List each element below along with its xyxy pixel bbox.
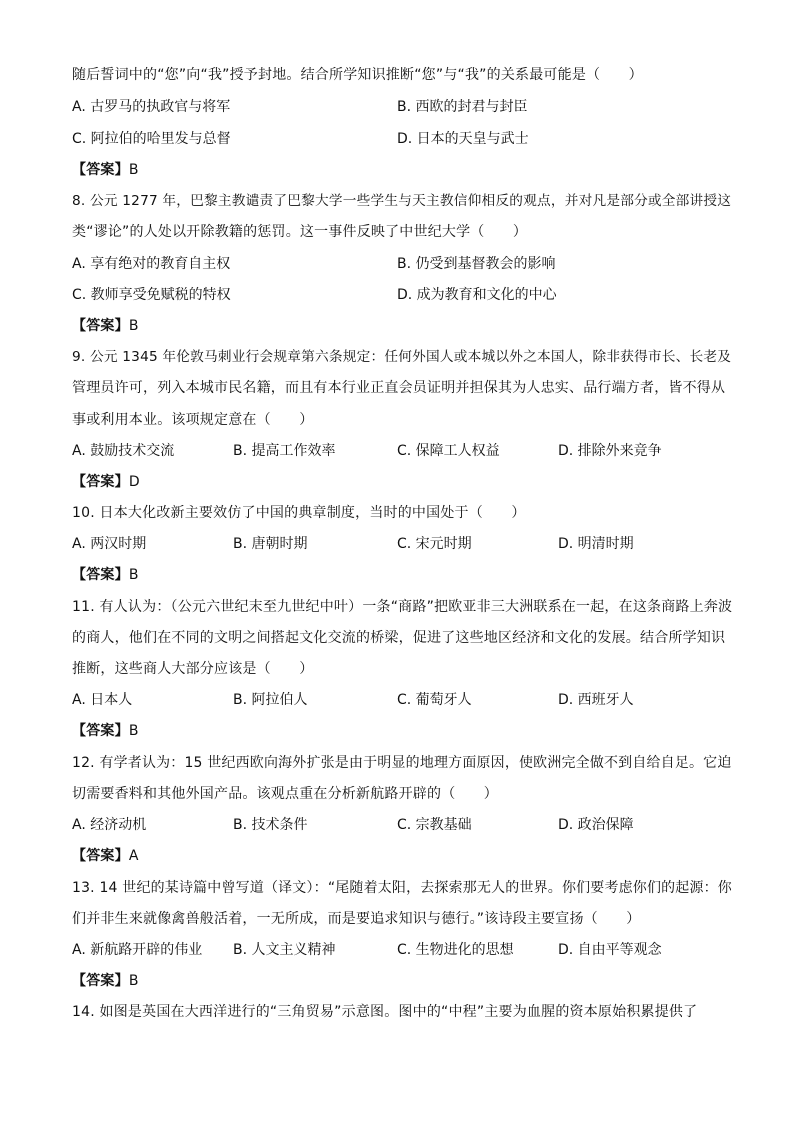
q8-stem-line-2: 类“谬论”的人处以开除教籍的惩罚。这一事件反映了中世纪大学（ ） xyxy=(72,224,528,240)
answer-label: 【答案】 xyxy=(72,162,129,178)
q12-stem-line-2: 切需要香料和其他外国产品。该观点重在分析新航路开辟的（ ） xyxy=(72,786,498,802)
q13-option-b: B. 人文主义精神 xyxy=(233,942,336,958)
q14-stem: 14. 如图是英国在大西洋进行的“三角贸易”示意图。图中的“中程”主要为血腥的资本原始积累提供了 xyxy=(72,1004,698,1020)
answer-value: B xyxy=(128,318,139,334)
answer-label: 【答案】 xyxy=(72,567,129,583)
q8-option-c: C. 教师享受免赋税的特权 xyxy=(72,287,231,303)
q10-option-d: D. 明清时期 xyxy=(558,536,634,552)
q9-option-c: C. 保障工人权益 xyxy=(397,443,500,459)
q8-answer xyxy=(72,316,732,336)
q10-option-a: A. 两汉时期 xyxy=(72,536,147,552)
answer-value: B xyxy=(128,162,139,178)
q12-option-c: C. 宗教基础 xyxy=(397,817,472,833)
q9-option-a: A. 鼓励技术交流 xyxy=(72,443,175,459)
answer-label: 【答案】 xyxy=(72,973,129,989)
q8-option-d: D. 成为教育和文化的中心 xyxy=(397,287,557,303)
q13-option-c: C. 生物进化的思想 xyxy=(397,942,514,958)
answer-value: D xyxy=(128,474,140,490)
q13-stem-line-1: 13. 14 世纪的某诗篇中曾写道（译文）：“尾随着太阳，去探索那无人的世界。你们要考虑你们的起源：你 xyxy=(72,880,732,896)
q13-stem-line-2: 们并非生来就像禽兽般活着，一无所成，而是要追求知识与德行。”该诗段主要宣扬（ ） xyxy=(72,911,641,927)
q10-stem: 10. 日本大化改新主要效仿了中国的典章制度，当时的中国处于（ ） xyxy=(72,505,526,521)
q8-option-b: B. 仍受到基督教会的影响 xyxy=(397,256,556,272)
q11-option-b: B. 阿拉伯人 xyxy=(233,692,308,708)
q9-stem-line-2: 管理员许可，列入本城市民名籍，而且有本行业正直会员证明并担保其为人忠实、品行端方者，皆不得从 xyxy=(72,380,726,396)
q7-option-c: C. 阿拉伯的哈里发与总督 xyxy=(72,131,231,147)
answer-value: B xyxy=(128,723,139,739)
q9-answer xyxy=(72,472,732,492)
q11-stem-line-3: 推断，这些商人大部分应该是（ ） xyxy=(72,661,314,677)
q12-answer xyxy=(72,846,732,866)
q11-answer xyxy=(72,721,732,741)
answer-label: 【答案】 xyxy=(72,723,129,739)
q7-answer xyxy=(72,160,732,180)
q12-option-a: A. 经济动机 xyxy=(72,817,147,833)
q8-stem-line-1: 8. 公元 1277 年，巴黎主教谴责了巴黎大学一些学生与天主教信仰相反的观点，并对凡是部分或全部讲授这 xyxy=(72,193,732,209)
answer-label: 【答案】 xyxy=(72,318,129,334)
q13-option-d: D. 自由平等观念 xyxy=(558,942,662,958)
q12-option-d: D. 政治保障 xyxy=(558,817,634,833)
q7-option-a: A. 古罗马的执政官与将军 xyxy=(72,99,231,115)
q12-option-b: B. 技术条件 xyxy=(233,817,308,833)
q10-option-b: B. 唐朝时期 xyxy=(233,536,308,552)
q7-option-d: D. 日本的天皇与武士 xyxy=(397,131,529,147)
q9-stem-line-3: 事或利用本业。该项规定意在（ ） xyxy=(72,412,314,428)
answer-label: 【答案】 xyxy=(72,848,129,864)
q11-option-d: D. 西班牙人 xyxy=(558,692,634,708)
q9-stem-line-1: 9. 公元 1345 年伦敦马刺业行会规章第六条规定：任何外国人或本城以外之本国人，除非获得市长、长老及 xyxy=(72,349,732,365)
q11-stem-line-1: 11. 有人认为：（公元六世纪末至九世纪中叶）一条“商路”把欧亚非三大洲联系在一起，在这条商路上奔波 xyxy=(72,599,733,615)
answer-value: B xyxy=(128,567,139,583)
q11-option-c: C. 葡萄牙人 xyxy=(397,692,472,708)
q13-option-a: A. 新航路开辟的伟业 xyxy=(72,942,203,958)
q12-stem-line-1: 12. 有学者认为：15 世纪西欧向海外扩张是由于明显的地理方面原因，使欧洲完全做不到自给自足。它迫 xyxy=(72,755,732,771)
q8-option-a: A. 享有绝对的教育自主权 xyxy=(72,256,231,272)
q13-answer xyxy=(72,971,732,991)
q9-option-d: D. 排除外来竞争 xyxy=(558,443,662,459)
q7-option-b: B. 西欧的封君与封臣 xyxy=(397,99,528,115)
q11-option-a: A. 日本人 xyxy=(72,692,133,708)
q7-stem: 随后誓词中的“您”向“我”授予封地。结合所学知识推断“您”与“我”的关系最可能是（ ） xyxy=(72,67,643,83)
answer-value: B xyxy=(128,973,139,989)
q9-option-b: B. 提高工作效率 xyxy=(233,443,336,459)
answer-label: 【答案】 xyxy=(72,474,129,490)
q11-stem-line-2: 的商人，他们在不同的文明之间搭起文化交流的桥梁，促进了这些地区经济和文化的发展。结合所学知识 xyxy=(72,630,726,646)
q10-option-c: C. 宋元时期 xyxy=(397,536,472,552)
answer-value: A xyxy=(128,848,139,864)
q10-answer xyxy=(72,565,732,585)
